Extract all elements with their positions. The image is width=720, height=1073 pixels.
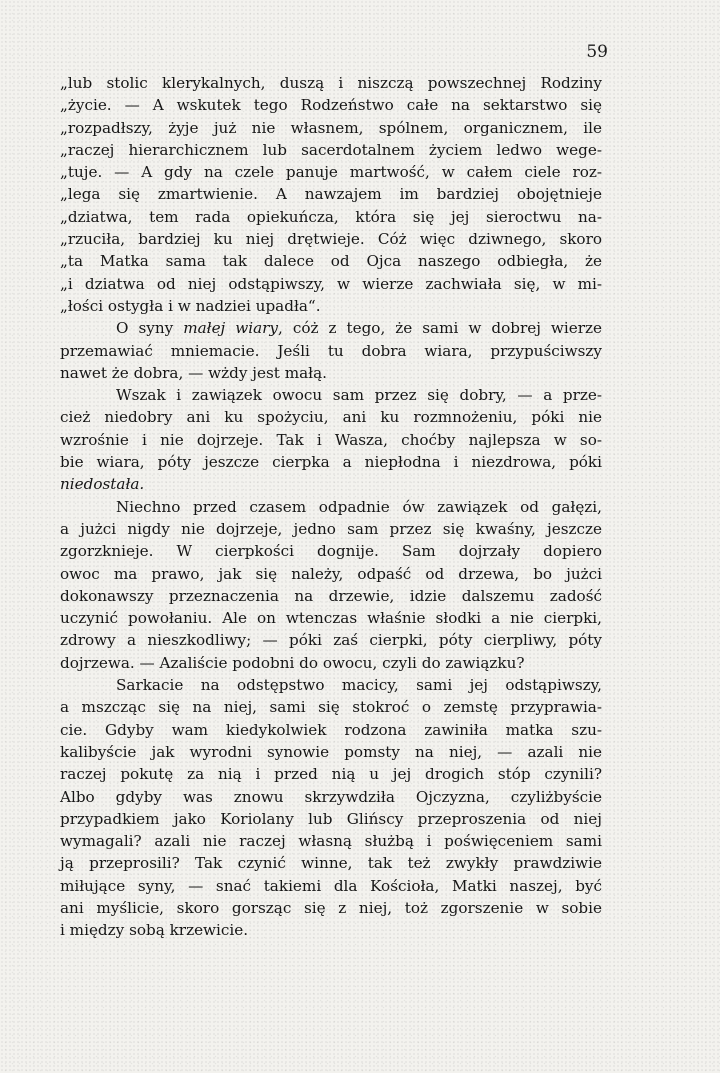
text-line: przemawiać mniemacie. Jeśli tu dobra wiara, przypuściwszy xyxy=(60,341,602,360)
text-line: cie. Gdyby wam kiedykolwiek rodzona zawiniła matka szu- xyxy=(60,720,602,739)
text-line: kalibyście jak wyrodni synowie pomsty na niej, — azali nie xyxy=(60,742,602,761)
text-line: „łości ostygła i w nadziei upadła“. xyxy=(60,296,321,315)
text-line: dokonawszy przeznaczenia na drzewie, idzie dalszemu zadość xyxy=(60,586,602,605)
text-line: Albo gdyby was znowu skrzywdziła Ojczyzna, czyliżbyście xyxy=(60,787,602,806)
text-line: „życie. — A wskutek tego Rodzeństwo całe na sektarstwo się xyxy=(60,96,602,115)
text-line: dojrzewa. — Azaliście podobni do owocu, czyli do zawiązku? xyxy=(60,653,525,672)
text-line: wzrośnie i nie dojrzeje. Tak i Wasza, choćby najlepsza w so- xyxy=(60,430,602,449)
text-line: niedostała. xyxy=(60,475,145,494)
text-line: owoc ma prawo, jak się należy, odpaść od drzewa, bo jużci xyxy=(60,564,602,583)
text-line: O syny małej wiary, cóż z tego, że sami w dobrej wierze xyxy=(116,319,602,338)
text-line: Wszak i zawiązek owocu sam przez się dobry, — a prze- xyxy=(116,386,602,405)
text-line: „dziatwa, tem rada opiekuńcza, która się jej sieroctwu na- xyxy=(60,207,602,226)
text-line: cież niedobry ani ku spożyciu, ani ku rozmnożeniu, póki nie xyxy=(60,408,602,427)
body-text xyxy=(60,72,602,942)
text-line: bie wiara, póty jeszcze cierpka a niepłodna i niezdrowa, póki xyxy=(60,453,602,472)
text-line: przypadkiem jako Koriolany lub Glińscy przeproszenia od niej xyxy=(60,809,602,828)
text-line: wymagali? azali nie raczej własną służbą i poświęceniem sami xyxy=(60,832,602,851)
text-line: „lub stolic klerykalnych, duszą i niszczą powszechnej Rodziny xyxy=(60,74,602,92)
text-line: zdrowy a nieszkodliwy; — póki zaś cierpki, póty cierpliwy, póty xyxy=(60,631,602,650)
page-number: 59 xyxy=(586,42,608,62)
text-line: Niechno przed czasem odpadnie ów zawiązek od gałęzi, xyxy=(116,497,602,516)
text-line: „ta Matka sama tak dalece od Ojca naszego odbiegła, że xyxy=(60,252,602,271)
text-line: „tuje. — A gdy na czele panuje martwość, w całem ciele roz- xyxy=(60,163,602,182)
text-line: „i dziatwa od niej odstąpiwszy, w wierze zachwiała się, w mi- xyxy=(60,274,602,293)
text-line: a mszcząc się na niej, sami się stokroć o zemstę przyprawia- xyxy=(60,698,602,717)
text-line: ani myślicie, skoro gorsząc się z niej, toż zgorszenie w sobie xyxy=(60,898,602,917)
text-line: Sarkacie na odstępstwo macicy, sami jej odstąpiwszy, xyxy=(116,676,602,695)
text-line: a jużci nigdy nie dojrzeje, jedno sam przez się kwaśny, jeszcze xyxy=(60,519,602,538)
text-line: uczynić powołaniu. Ale on wtenczas właśnie słodki a nie cierpki, xyxy=(60,609,602,628)
text-line: „rozpadłszy, żyje już nie własnem, spólnem, organicznem, ile xyxy=(60,118,602,137)
text-line: zgorzknieje. W cierpkości dognije. Sam dojrzały dopiero xyxy=(60,542,602,561)
text-line: i między sobą krzewicie. xyxy=(60,921,249,940)
text-line: „lega się zmartwienie. A nawzajem im bardziej obojętnieje xyxy=(60,185,602,204)
text-line: raczej pokutę za nią i przed nią u jej drogich stóp czynili? xyxy=(60,765,602,784)
text-line: nawet że dobra, — wżdy jest małą. xyxy=(60,363,327,382)
text-line: miłujące syny, — snać takiemi dla Kościoła, Matki naszej, być xyxy=(60,876,602,895)
text-line: „rzuciła, bardziej ku niej drętwieje. Cóż więc dziwnego, skoro xyxy=(60,230,602,249)
text-line: ją przeprosili? Tak czynić winne, tak też zwykły prawdziwie xyxy=(60,854,602,873)
text-line: „raczej hierarchicznem lub sacerdotalnem życiem ledwo wege- xyxy=(60,140,602,159)
